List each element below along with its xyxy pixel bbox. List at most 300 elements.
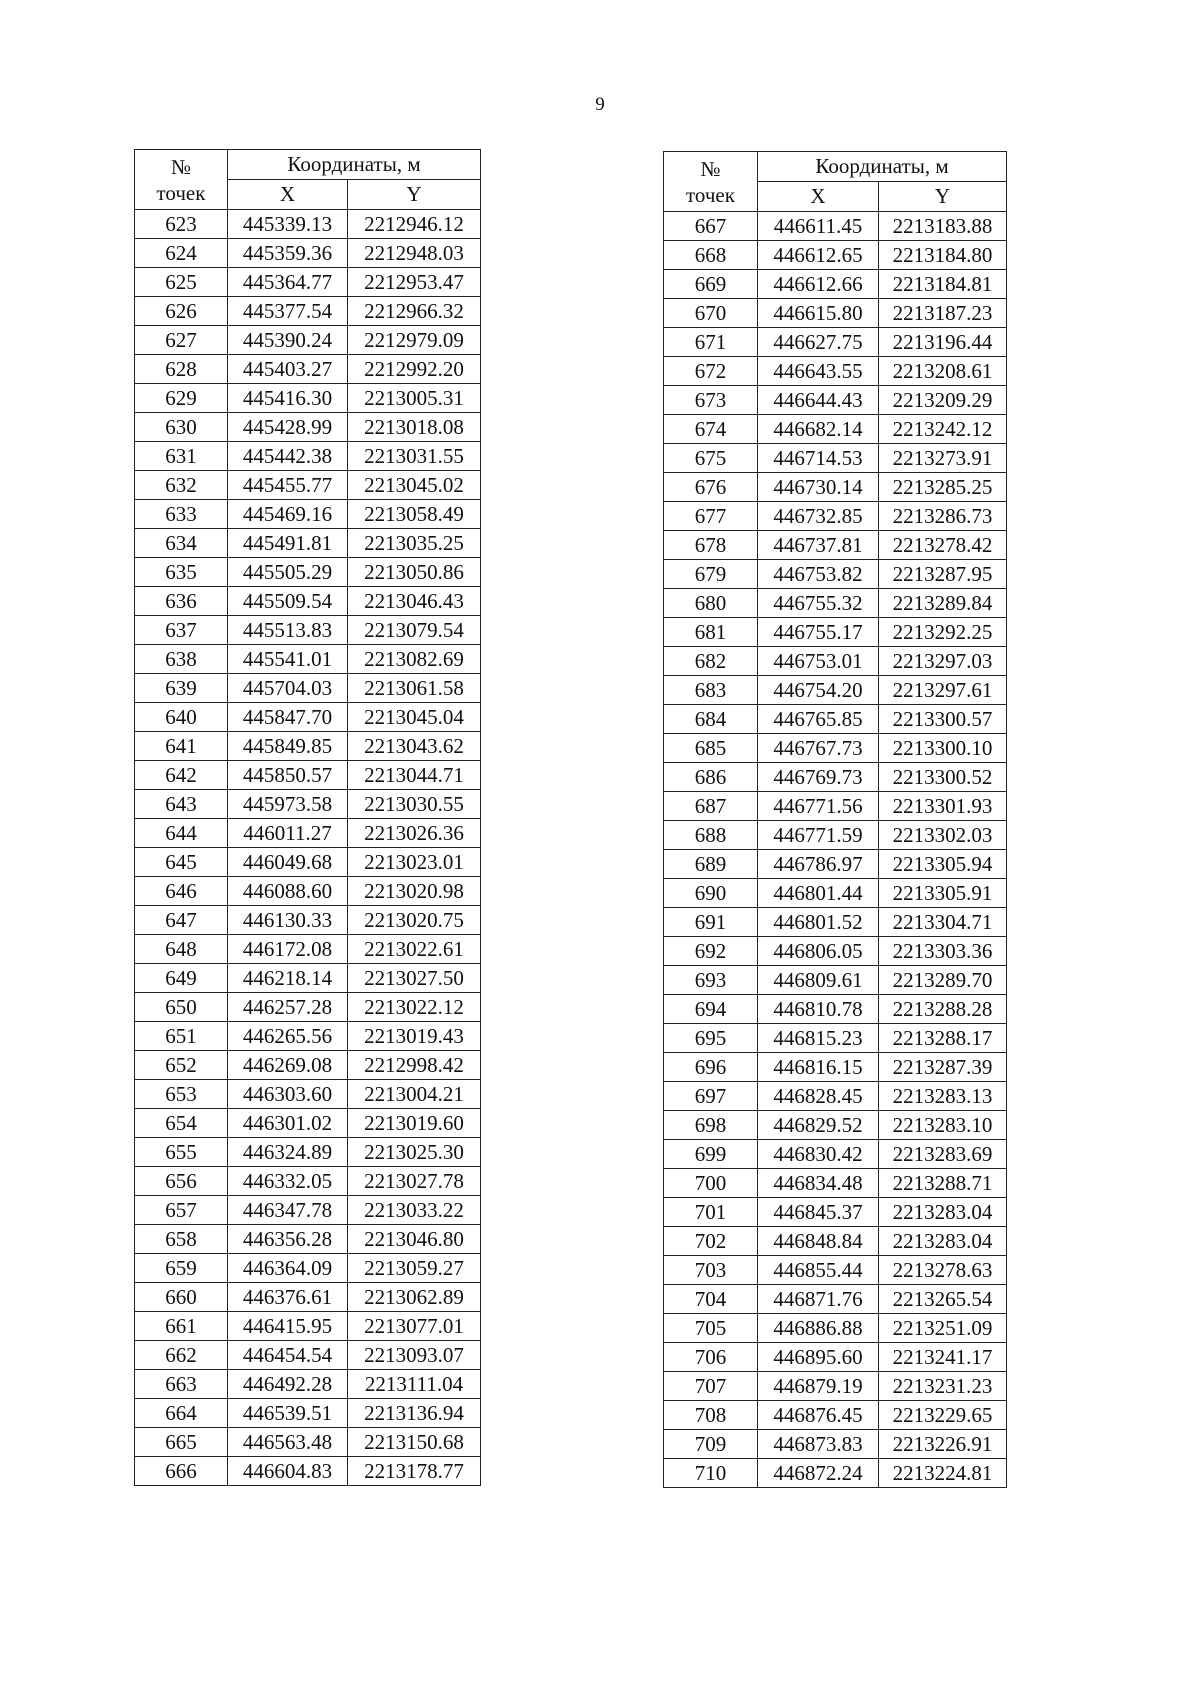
y-coordinate-cell: 2213187.23 <box>879 299 1007 328</box>
table-row <box>664 734 1007 763</box>
y-coordinate-cell: 2213283.10 <box>879 1111 1007 1140</box>
x-coordinate-cell: 446269.08 <box>228 1051 348 1080</box>
table-body <box>135 210 481 1486</box>
y-coordinate-cell: 2213273.91 <box>879 444 1007 473</box>
table-row <box>664 212 1007 241</box>
y-coordinate-cell: 2213304.71 <box>879 908 1007 937</box>
table-row <box>664 1053 1007 1082</box>
y-coordinate-cell: 2213046.43 <box>348 587 481 616</box>
x-coordinate-cell: 446627.75 <box>758 328 879 357</box>
x-coordinate-cell: 445704.03 <box>228 674 348 703</box>
point-number-cell: 673 <box>664 386 758 415</box>
x-coordinate-cell: 446871.76 <box>758 1285 879 1314</box>
y-coordinate-cell: 2213019.60 <box>348 1109 481 1138</box>
y-coordinate-cell: 2213093.07 <box>348 1341 481 1370</box>
table-row <box>135 500 481 529</box>
y-coordinate-cell: 2213288.28 <box>879 995 1007 1024</box>
x-coordinate-cell: 446364.09 <box>228 1254 348 1283</box>
y-coordinate-cell: 2213184.81 <box>879 270 1007 299</box>
point-number-cell: 634 <box>135 529 228 558</box>
point-number-cell: 669 <box>664 270 758 299</box>
point-number-cell: 631 <box>135 442 228 471</box>
table-row <box>664 1140 1007 1169</box>
x-coordinate-cell: 445513.83 <box>228 616 348 645</box>
x-coordinate-cell: 445509.54 <box>228 587 348 616</box>
point-number-cell: 672 <box>664 357 758 386</box>
table-row <box>664 560 1007 589</box>
table-row <box>664 1343 1007 1372</box>
x-coordinate-cell: 446492.28 <box>228 1370 348 1399</box>
coordinates-table-left <box>134 149 481 1486</box>
x-coordinate-cell: 446356.28 <box>228 1225 348 1254</box>
table-row <box>135 1109 481 1138</box>
x-coordinate-cell: 446611.45 <box>758 212 879 241</box>
y-coordinate-cell: 2213283.04 <box>879 1227 1007 1256</box>
x-coordinate-cell: 445416.30 <box>228 384 348 413</box>
table-row <box>135 1457 481 1486</box>
x-coordinate-cell: 446753.01 <box>758 647 879 676</box>
x-coordinate-cell: 446415.95 <box>228 1312 348 1341</box>
x-coordinate-cell: 445973.58 <box>228 790 348 819</box>
point-number-cell: 704 <box>664 1285 758 1314</box>
x-coordinate-cell: 446644.43 <box>758 386 879 415</box>
y-coordinate-cell: 2212948.03 <box>348 239 481 268</box>
y-coordinate-cell: 2213242.12 <box>879 415 1007 444</box>
y-coordinate-cell: 2213136.94 <box>348 1399 481 1428</box>
y-coordinate-cell: 2213023.01 <box>348 848 481 877</box>
table-row <box>135 819 481 848</box>
point-number-cell: 653 <box>135 1080 228 1109</box>
x-coordinate-cell: 446765.85 <box>758 705 879 734</box>
point-number-cell: 698 <box>664 1111 758 1140</box>
point-number-cell: 694 <box>664 995 758 1024</box>
table-row <box>135 587 481 616</box>
point-number-cell: 675 <box>664 444 758 473</box>
x-coordinate-cell: 446895.60 <box>758 1343 879 1372</box>
y-column-header: Y <box>348 180 481 210</box>
point-number-cell: 643 <box>135 790 228 819</box>
x-coordinate-cell: 445364.77 <box>228 268 348 297</box>
x-coordinate-cell: 446011.27 <box>228 819 348 848</box>
table-row <box>135 848 481 877</box>
point-number-header <box>135 150 228 210</box>
point-number-cell: 659 <box>135 1254 228 1283</box>
point-number-cell: 649 <box>135 964 228 993</box>
table-row <box>135 732 481 761</box>
point-number-cell: 667 <box>664 212 758 241</box>
x-coordinate-cell: 446088.60 <box>228 877 348 906</box>
y-coordinate-cell: 2213059.27 <box>348 1254 481 1283</box>
x-coordinate-cell: 446257.28 <box>228 993 348 1022</box>
table-header-row <box>135 150 481 180</box>
x-coordinate-cell: 446755.32 <box>758 589 879 618</box>
x-coordinate-cell: 446730.14 <box>758 473 879 502</box>
y-coordinate-cell: 2213302.03 <box>879 821 1007 850</box>
point-number-cell: 680 <box>664 589 758 618</box>
y-coordinate-cell: 2213288.17 <box>879 1024 1007 1053</box>
y-coordinate-cell: 2213022.61 <box>348 935 481 964</box>
y-coordinate-cell: 2213004.21 <box>348 1080 481 1109</box>
point-number-cell: 690 <box>664 879 758 908</box>
point-number-cell: 656 <box>135 1167 228 1196</box>
table-row <box>135 1051 481 1080</box>
table-row <box>135 616 481 645</box>
x-coordinate-cell: 446769.73 <box>758 763 879 792</box>
x-coordinate-cell: 446332.05 <box>228 1167 348 1196</box>
x-coordinate-cell: 446604.83 <box>228 1457 348 1486</box>
y-coordinate-cell: 2213046.80 <box>348 1225 481 1254</box>
x-coordinate-cell: 446347.78 <box>228 1196 348 1225</box>
y-coordinate-cell: 2212992.20 <box>348 355 481 384</box>
points-label: точек <box>686 182 735 207</box>
table-body <box>664 212 1007 1488</box>
y-coordinate-cell: 2212966.32 <box>348 297 481 326</box>
point-number-cell: 658 <box>135 1225 228 1254</box>
y-coordinate-cell: 2213183.88 <box>879 212 1007 241</box>
x-coordinate-cell: 446815.23 <box>758 1024 879 1053</box>
x-coordinate-cell: 446612.65 <box>758 241 879 270</box>
y-coordinate-cell: 2213300.10 <box>879 734 1007 763</box>
x-coordinate-cell: 446816.15 <box>758 1053 879 1082</box>
points-label: точек <box>156 180 206 205</box>
table-row <box>664 647 1007 676</box>
table-row <box>135 1167 481 1196</box>
x-coordinate-cell: 446303.60 <box>228 1080 348 1109</box>
point-number-cell: 647 <box>135 906 228 935</box>
table-row <box>135 790 481 819</box>
table-row <box>135 268 481 297</box>
table-row <box>664 908 1007 937</box>
table-row <box>135 1428 481 1457</box>
table-row <box>664 1401 1007 1430</box>
point-number-cell: 663 <box>135 1370 228 1399</box>
table-row <box>664 995 1007 1024</box>
point-number-cell: 642 <box>135 761 228 790</box>
y-coordinate-cell: 2213020.98 <box>348 877 481 906</box>
table-row <box>664 531 1007 560</box>
point-number-cell: 670 <box>664 299 758 328</box>
y-coordinate-cell: 2213150.68 <box>348 1428 481 1457</box>
point-number-cell: 708 <box>664 1401 758 1430</box>
x-coordinate-cell: 446563.48 <box>228 1428 348 1457</box>
table-row <box>664 937 1007 966</box>
table-row <box>135 1225 481 1254</box>
y-coordinate-cell: 2213043.62 <box>348 732 481 761</box>
page-number: 9 <box>595 94 605 115</box>
x-coordinate-cell: 446771.56 <box>758 792 879 821</box>
y-coordinate-cell: 2213184.80 <box>879 241 1007 270</box>
x-coordinate-cell: 446855.44 <box>758 1256 879 1285</box>
y-coordinate-cell: 2213305.94 <box>879 850 1007 879</box>
point-number-cell: 666 <box>135 1457 228 1486</box>
point-number-cell: 710 <box>664 1459 758 1488</box>
y-coordinate-cell: 2212998.42 <box>348 1051 481 1080</box>
x-coordinate-cell: 446801.52 <box>758 908 879 937</box>
table-row <box>664 1372 1007 1401</box>
table-row <box>664 763 1007 792</box>
x-coordinate-cell: 446612.66 <box>758 270 879 299</box>
x-coordinate-cell: 446454.54 <box>228 1341 348 1370</box>
x-coordinate-cell: 446830.42 <box>758 1140 879 1169</box>
y-coordinate-cell: 2213035.25 <box>348 529 481 558</box>
point-number-cell: 657 <box>135 1196 228 1225</box>
y-coordinate-cell: 2213077.01 <box>348 1312 481 1341</box>
point-number-cell: 645 <box>135 848 228 877</box>
table-row <box>135 529 481 558</box>
point-number-cell: 639 <box>135 674 228 703</box>
point-number-cell: 632 <box>135 471 228 500</box>
point-number-cell: 646 <box>135 877 228 906</box>
y-coordinate-cell: 2213286.73 <box>879 502 1007 531</box>
point-number-cell: 624 <box>135 239 228 268</box>
x-coordinate-cell: 446801.44 <box>758 879 879 908</box>
y-coordinate-cell: 2213020.75 <box>348 906 481 935</box>
point-number-cell: 623 <box>135 210 228 239</box>
x-coordinate-cell: 445390.24 <box>228 326 348 355</box>
table-row <box>664 473 1007 502</box>
y-coordinate-cell: 2213005.31 <box>348 384 481 413</box>
table-row <box>135 355 481 384</box>
x-coordinate-cell: 446845.37 <box>758 1198 879 1227</box>
point-number-cell: 697 <box>664 1082 758 1111</box>
table-row <box>135 297 481 326</box>
table-row <box>135 906 481 935</box>
y-coordinate-cell: 2213303.36 <box>879 937 1007 966</box>
table-row <box>664 966 1007 995</box>
x-coordinate-cell: 445491.81 <box>228 529 348 558</box>
y-coordinate-cell: 2213062.89 <box>348 1283 481 1312</box>
table-row <box>664 1285 1007 1314</box>
y-coordinate-cell: 2213058.49 <box>348 500 481 529</box>
x-coordinate-cell: 446879.19 <box>758 1372 879 1401</box>
point-number-cell: 635 <box>135 558 228 587</box>
y-coordinate-cell: 2213026.36 <box>348 819 481 848</box>
table-row <box>135 761 481 790</box>
table-row <box>135 1370 481 1399</box>
table-row <box>135 1080 481 1109</box>
y-coordinate-cell: 2213292.25 <box>879 618 1007 647</box>
x-column-header: X <box>758 182 879 212</box>
x-coordinate-cell: 445359.36 <box>228 239 348 268</box>
point-number-cell: 700 <box>664 1169 758 1198</box>
point-number-cell: 625 <box>135 268 228 297</box>
y-coordinate-cell: 2213196.44 <box>879 328 1007 357</box>
point-number-cell: 702 <box>664 1227 758 1256</box>
point-number-cell: 688 <box>664 821 758 850</box>
x-coordinate-cell: 446834.48 <box>758 1169 879 1198</box>
x-coordinate-cell: 446615.80 <box>758 299 879 328</box>
table-row <box>664 589 1007 618</box>
y-coordinate-cell: 2212979.09 <box>348 326 481 355</box>
x-coordinate-cell: 446376.61 <box>228 1283 348 1312</box>
y-coordinate-cell: 2213283.69 <box>879 1140 1007 1169</box>
y-coordinate-cell: 2213033.22 <box>348 1196 481 1225</box>
y-coordinate-cell: 2212946.12 <box>348 210 481 239</box>
table-row <box>664 1111 1007 1140</box>
x-coordinate-cell: 446324.89 <box>228 1138 348 1167</box>
y-coordinate-cell: 2213297.03 <box>879 647 1007 676</box>
y-coordinate-cell: 2213045.02 <box>348 471 481 500</box>
y-coordinate-cell: 2213287.95 <box>879 560 1007 589</box>
number-sign-label: № <box>170 154 192 179</box>
table-row <box>664 1314 1007 1343</box>
x-coordinate-cell: 445455.77 <box>228 471 348 500</box>
table-header-row <box>664 152 1007 182</box>
table-row <box>664 386 1007 415</box>
x-coordinate-cell: 446732.85 <box>758 502 879 531</box>
x-coordinate-cell: 445403.27 <box>228 355 348 384</box>
table-row <box>664 676 1007 705</box>
x-coordinate-cell: 446714.53 <box>758 444 879 473</box>
point-number-cell: 685 <box>664 734 758 763</box>
y-coordinate-cell: 2213050.86 <box>348 558 481 587</box>
x-coordinate-cell: 446828.45 <box>758 1082 879 1111</box>
point-number-cell: 681 <box>664 618 758 647</box>
point-number-cell: 701 <box>664 1198 758 1227</box>
table-row <box>135 210 481 239</box>
table-row <box>135 326 481 355</box>
table-row <box>664 821 1007 850</box>
point-number-cell: 709 <box>664 1430 758 1459</box>
point-number-cell: 660 <box>135 1283 228 1312</box>
point-number-cell: 638 <box>135 645 228 674</box>
point-number-cell: 637 <box>135 616 228 645</box>
table-row <box>664 1430 1007 1459</box>
table-row <box>664 1082 1007 1111</box>
point-number-cell: 665 <box>135 1428 228 1457</box>
y-coordinate-cell: 2213025.30 <box>348 1138 481 1167</box>
coordinates-table-right <box>663 151 1007 1488</box>
table-row <box>135 964 481 993</box>
y-coordinate-cell: 2213082.69 <box>348 645 481 674</box>
point-number-cell: 644 <box>135 819 228 848</box>
point-number-cell: 641 <box>135 732 228 761</box>
table-row <box>664 502 1007 531</box>
x-coordinate-cell: 446771.59 <box>758 821 879 850</box>
y-coordinate-cell: 2213061.58 <box>348 674 481 703</box>
x-coordinate-cell: 446682.14 <box>758 415 879 444</box>
point-number-cell: 705 <box>664 1314 758 1343</box>
y-coordinate-cell: 2213178.77 <box>348 1457 481 1486</box>
x-coordinate-cell: 446130.33 <box>228 906 348 935</box>
x-coordinate-cell: 446753.82 <box>758 560 879 589</box>
y-coordinate-cell: 2213301.93 <box>879 792 1007 821</box>
y-coordinate-cell: 2213278.42 <box>879 531 1007 560</box>
table-row <box>135 384 481 413</box>
y-coordinate-cell: 2213030.55 <box>348 790 481 819</box>
point-number-cell: 652 <box>135 1051 228 1080</box>
table-row <box>135 471 481 500</box>
table-row <box>135 1312 481 1341</box>
point-number-cell: 682 <box>664 647 758 676</box>
x-coordinate-cell: 446886.88 <box>758 1314 879 1343</box>
table-row <box>135 1283 481 1312</box>
table-row <box>135 1022 481 1051</box>
point-number-cell: 626 <box>135 297 228 326</box>
table-row <box>135 558 481 587</box>
y-coordinate-cell: 2213288.71 <box>879 1169 1007 1198</box>
point-number-cell: 693 <box>664 966 758 995</box>
table-row <box>135 645 481 674</box>
y-coordinate-cell: 2213305.91 <box>879 879 1007 908</box>
point-number-cell: 676 <box>664 473 758 502</box>
y-coordinate-cell: 2213229.65 <box>879 1401 1007 1430</box>
point-number-cell: 692 <box>664 937 758 966</box>
table-row <box>664 1024 1007 1053</box>
point-number-cell: 677 <box>664 502 758 531</box>
x-coordinate-cell: 446755.17 <box>758 618 879 647</box>
x-coordinate-cell: 445850.57 <box>228 761 348 790</box>
point-number-cell: 683 <box>664 676 758 705</box>
x-coordinate-cell: 446301.02 <box>228 1109 348 1138</box>
x-column-header: X <box>228 180 348 210</box>
table-row <box>135 1341 481 1370</box>
x-coordinate-cell: 446754.20 <box>758 676 879 705</box>
table-row <box>135 877 481 906</box>
table-row <box>135 1399 481 1428</box>
x-coordinate-cell: 446848.84 <box>758 1227 879 1256</box>
point-number-cell: 650 <box>135 993 228 1022</box>
x-coordinate-cell: 446049.68 <box>228 848 348 877</box>
y-coordinate-cell: 2213278.63 <box>879 1256 1007 1285</box>
point-number-cell: 691 <box>664 908 758 937</box>
point-number-cell: 678 <box>664 531 758 560</box>
table-row <box>664 618 1007 647</box>
y-coordinate-cell: 2213022.12 <box>348 993 481 1022</box>
y-coordinate-cell: 2213019.43 <box>348 1022 481 1051</box>
point-number-cell: 628 <box>135 355 228 384</box>
y-coordinate-cell: 2213289.84 <box>879 589 1007 618</box>
y-coordinate-cell: 2213044.71 <box>348 761 481 790</box>
y-coordinate-cell: 2213208.61 <box>879 357 1007 386</box>
point-number-cell: 668 <box>664 241 758 270</box>
point-number-cell: 696 <box>664 1053 758 1082</box>
number-sign-label: № <box>700 156 721 181</box>
y-coordinate-cell: 2213045.04 <box>348 703 481 732</box>
y-coordinate-cell: 2213297.61 <box>879 676 1007 705</box>
y-coordinate-cell: 2213241.17 <box>879 1343 1007 1372</box>
point-number-cell: 689 <box>664 850 758 879</box>
y-coordinate-cell: 2213027.50 <box>348 964 481 993</box>
x-coordinate-cell: 446810.78 <box>758 995 879 1024</box>
x-coordinate-cell: 446539.51 <box>228 1399 348 1428</box>
y-coordinate-cell: 2213079.54 <box>348 616 481 645</box>
x-coordinate-cell: 446829.52 <box>758 1111 879 1140</box>
y-coordinate-cell: 2213287.39 <box>879 1053 1007 1082</box>
x-coordinate-cell: 445541.01 <box>228 645 348 674</box>
table-row <box>135 1254 481 1283</box>
point-number-cell: 655 <box>135 1138 228 1167</box>
y-coordinate-cell: 2213018.08 <box>348 413 481 442</box>
point-number-cell: 651 <box>135 1022 228 1051</box>
x-coordinate-cell: 446806.05 <box>758 937 879 966</box>
y-coordinate-cell: 2213031.55 <box>348 442 481 471</box>
y-coordinate-cell: 2213027.78 <box>348 1167 481 1196</box>
table-row <box>664 1459 1007 1488</box>
x-coordinate-cell: 446172.08 <box>228 935 348 964</box>
point-number-cell: 679 <box>664 560 758 589</box>
point-number-cell: 630 <box>135 413 228 442</box>
x-coordinate-cell: 446786.97 <box>758 850 879 879</box>
table-row <box>135 239 481 268</box>
x-coordinate-cell: 446767.73 <box>758 734 879 763</box>
point-number-cell: 627 <box>135 326 228 355</box>
point-number-cell: 707 <box>664 1372 758 1401</box>
coordinates-header: Координаты, м <box>228 150 481 180</box>
point-number-cell: 662 <box>135 1341 228 1370</box>
point-number-cell: 687 <box>664 792 758 821</box>
point-number-cell: 661 <box>135 1312 228 1341</box>
